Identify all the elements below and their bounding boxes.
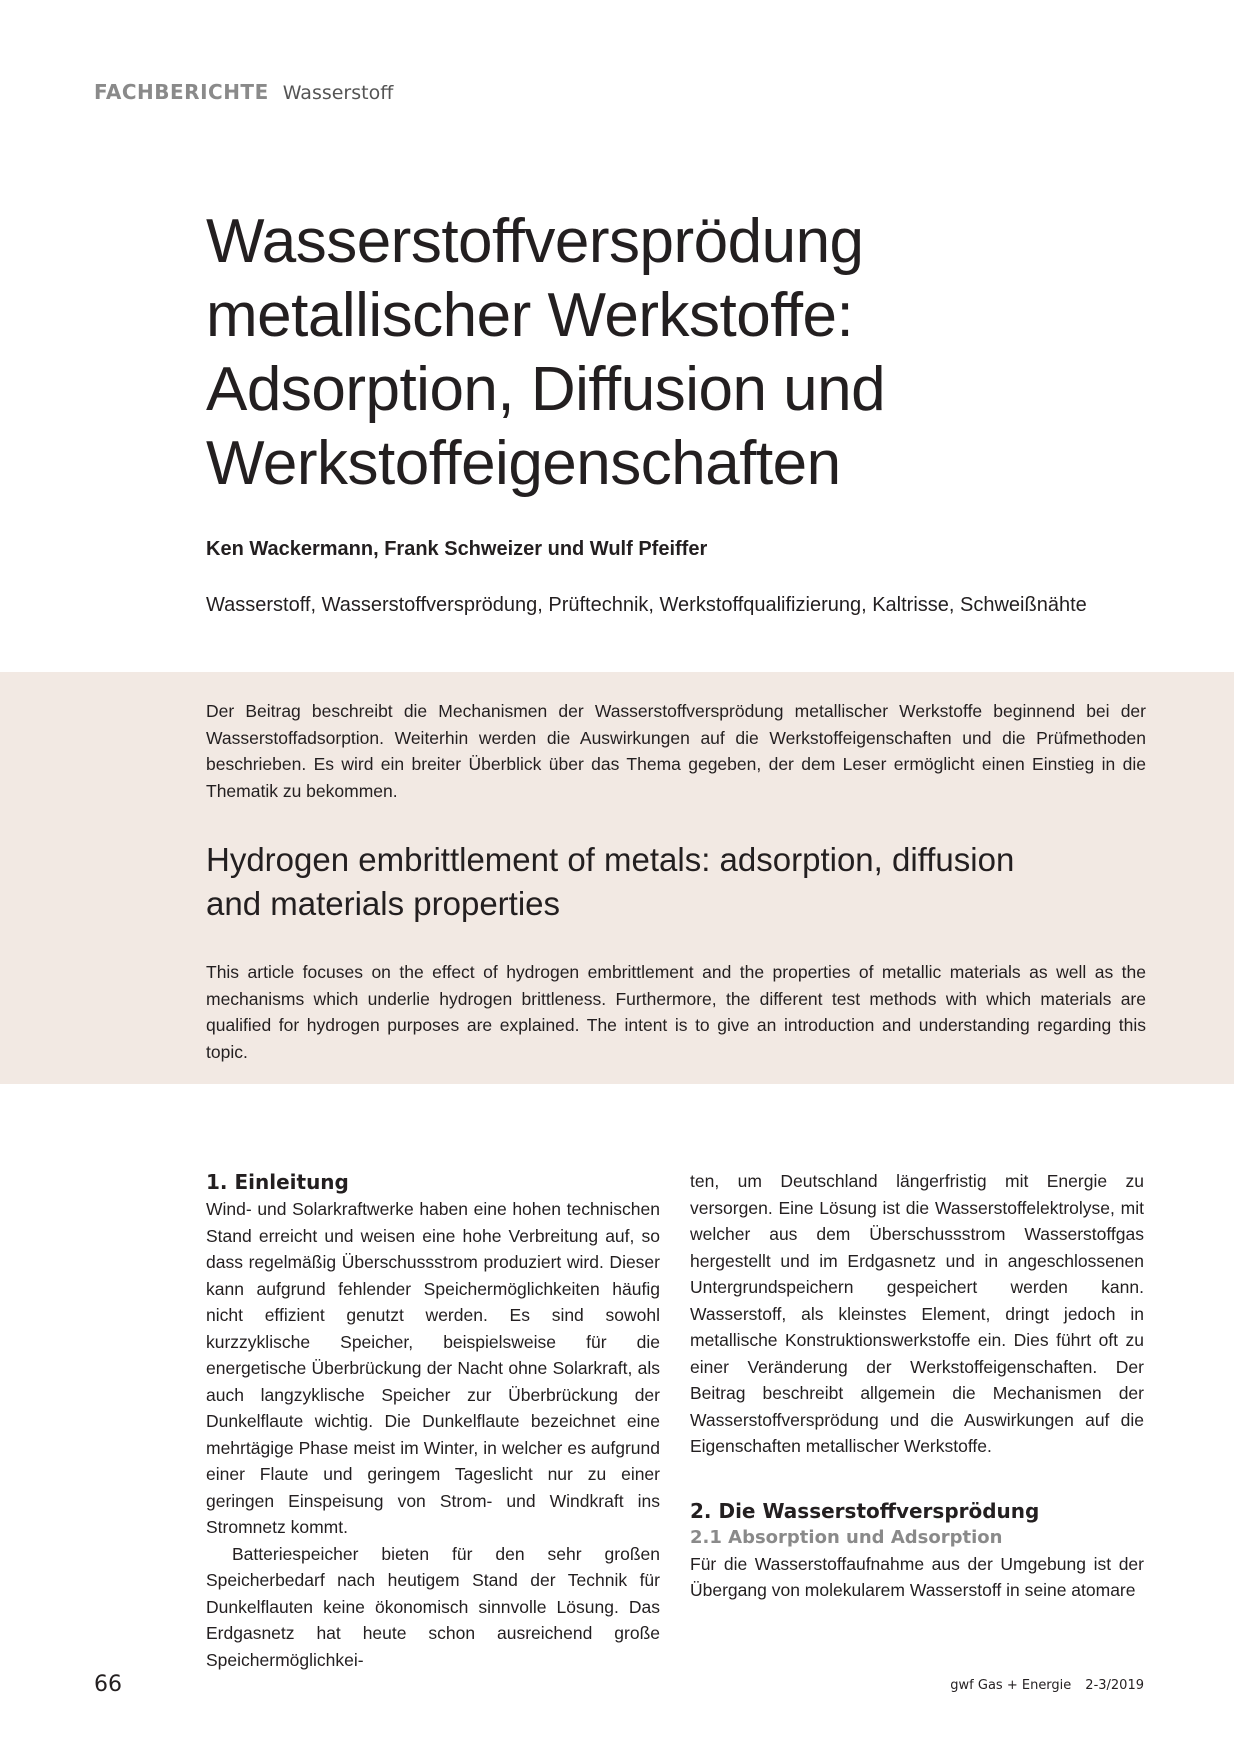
journal-name: gwf Gas + Energie [950, 1678, 1072, 1693]
body-paragraph: Für die Wasserstoffaufnahme aus der Umgebung ist der Übergang von molekularem Wasserstoff in seine atomare [690, 1553, 1144, 1600]
body-column-right [690, 1168, 1144, 1604]
subsection-heading: 2.1 Absorption und Adsorption [690, 1526, 1003, 1548]
header-section: FACHBERICHTE [94, 80, 269, 104]
abstract-english: This article focuses on the effect of hydrogen embrittlement and the properties of metallic materials as well as the mechanisms which underlie hydrogen brittleness. Furthermore, the different test methods with which materials are qualified for hydrogen purposes are explained. The intent is to give an introduction and understanding regarding this topic. [206, 962, 1146, 1062]
article-title [206, 205, 1186, 501]
body-paragraph: ten, um Deutschland längerfristig mit Energie zu versorgen. Eine Lösung ist die Wasserstoffelektrolyse, mit welcher aus dem Überschussstrom Wasserstoffgas hergestellt und im Erdgasnetz und in angeschlossenen Untergrundspeichern gespeichert werden kann. Wasserstoff, als kleinstes Element, dringt jedoch in metallische Konstruktionswerkstoffe ein. Dies führt oft zu einer Veränderung der Werkstoffeigenschaften. Der Beitrag beschreibt allgemein die Mechanismen der Wasserstoffversprödung und die Auswirkungen auf die Eigenschaften metallischer Werkstoffe. [690, 1171, 1144, 1456]
title-line: Werkstoffeigenschaften [206, 429, 841, 498]
journal-issue: 2-3/2019 [1085, 1678, 1144, 1693]
keywords: Wasserstoff, Wasserstoffversprödung, Prüftechnik, Werkstoffqualifizierung, Kaltrisse, Schweißnähte [206, 594, 1087, 616]
title-line: Wasserstoffversprödung [206, 207, 864, 276]
english-title [206, 838, 1106, 926]
authors: Ken Wackermann, Frank Schweizer und Wulf Pfeiffer [206, 538, 708, 560]
page-number: 66 [94, 1672, 122, 1697]
section-heading: 2. Die Wasserstoffversprödung [690, 1498, 1040, 1523]
abstract-german: Der Beitrag beschreibt die Mechanismen der Wasserstoffversprödung metallischer Werkstoffe beginnend bei der Wasserstoffadsorption. Weiterhin werden die Auswirkungen auf die Werkstoffeigenschaften und die Prüfmethoden beschrieben. Es wird ein breiter Überblick über das Thema gegeben, der dem Leser ermöglicht einen Einstieg in die Thematik zu bekommen. [206, 701, 1146, 801]
body-column-left [206, 1168, 660, 1673]
header-topic: Wasserstoff [282, 82, 394, 104]
english-title-line: Hydrogen embrittlement of metals: adsorption, diffusion [206, 841, 1015, 878]
title-line: Adsorption, Diffusion und [206, 355, 886, 424]
body-paragraph: Batteriespeicher bieten für den sehr großen Speicherbedarf nach heutigem Stand der Technik für Dunkelflauten keine ökonomisch sinnvolle Lösung. Das Erdgasnetz hat heute schon ausreichend große Speichermöglichkei- [206, 1543, 660, 1670]
journal-footer [950, 1678, 1144, 1693]
body-paragraph: Wind- und Solarkraftwerke haben eine hohen technischen Stand erreicht und weisen eine hohe Verbreitung auf, so dass regelmäßig Überschussstrom produziert wird. Dieser kann aufgrund fehlender Speichermöglichkeiten häufig nicht effizient genutzt werden. Es sind sowohl kurzzyklische Speicher, beispielsweise für die energetische Überbrückung der Nacht ohne Solarkraft, als auch langzyklische Speicher zur Überbrückung der Dunkelflaute wichtig. Die Dunkelflaute bezeichnet eine mehrtägige Phase meist im Winter, in welcher es aufgrund einer Flaute und geringem Tageslicht nur zu einer geringen Einspeisung von Strom- und Windkraft ins Stromnetz kommt. [206, 1199, 660, 1537]
english-title-line: and materials properties [206, 885, 561, 922]
title-line: metallischer Werkstoffe: [206, 281, 854, 350]
running-header [94, 80, 393, 104]
section-heading: 1. Einleitung [206, 1170, 349, 1194]
